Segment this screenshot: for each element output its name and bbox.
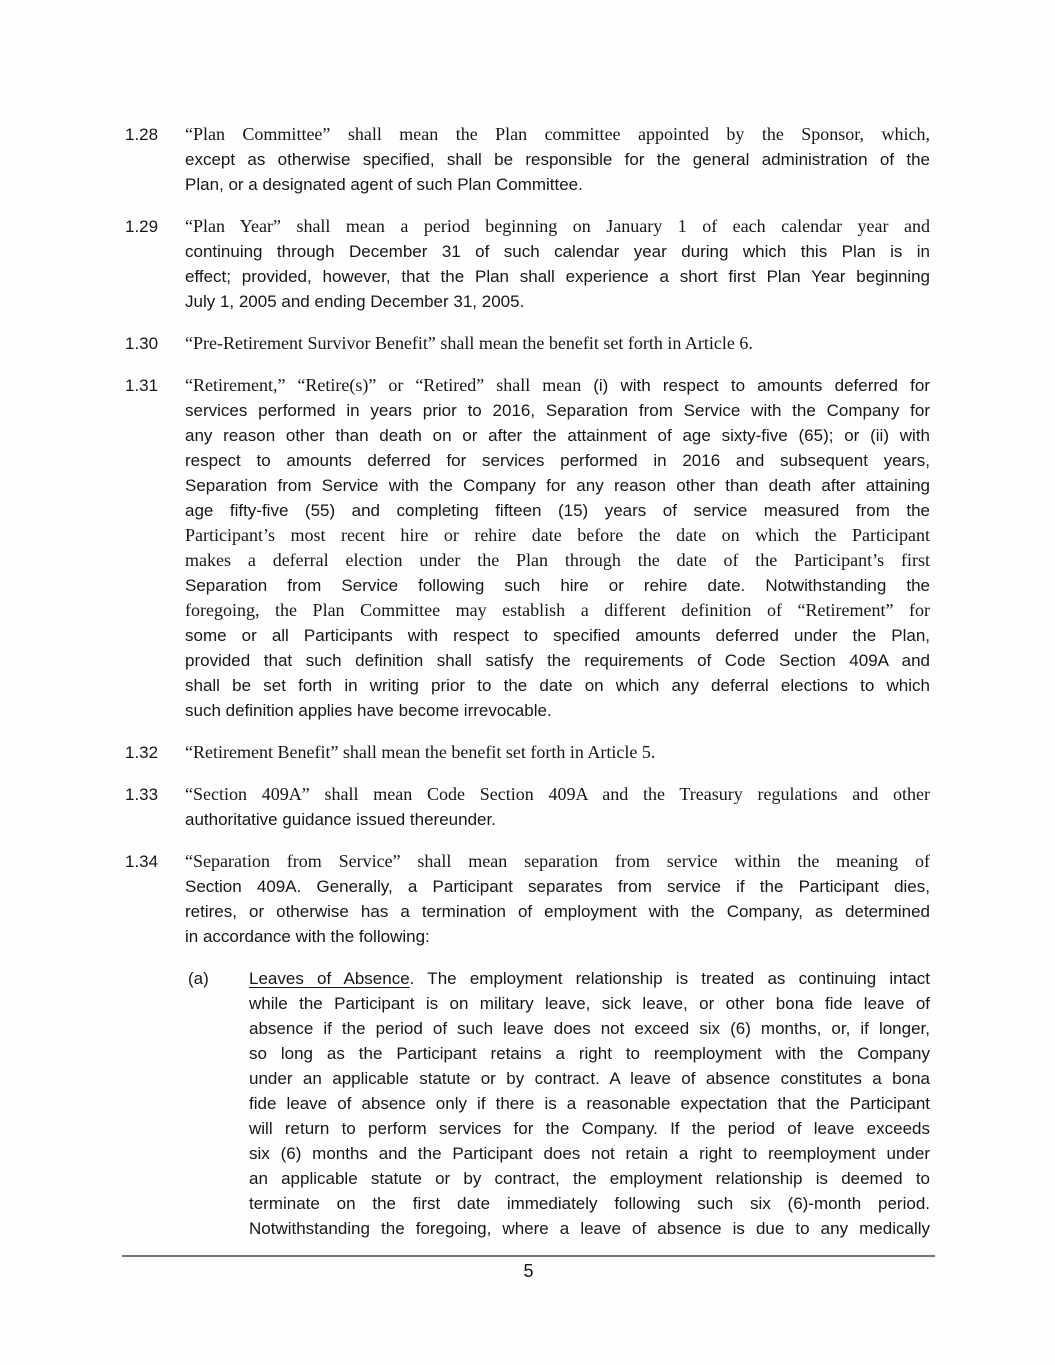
text-line <box>185 172 930 197</box>
section-number: 1.33 <box>125 785 159 804</box>
text-line <box>249 1116 930 1141</box>
text-line <box>185 289 930 314</box>
text-line <box>249 1091 930 1116</box>
text-run: some or all Participants with respect to specified amounts deferred under the Plan, <box>185 626 930 645</box>
text-line <box>249 966 930 991</box>
text-line <box>249 1216 930 1241</box>
text-line <box>185 498 930 523</box>
text-line <box>185 849 930 874</box>
text-run: in accordance with the following: <box>185 927 430 946</box>
text-run: Plan, or a designated agent of such Plan Committee. <box>185 175 583 194</box>
text-line <box>249 1166 930 1191</box>
text-run: provided that such definition shall satisfy the requirements of Code Section 409A and <box>185 651 930 670</box>
text-line <box>185 623 930 648</box>
text-run: Participant’s most recent hire or rehire date before the date on which the Participant <box>185 525 930 545</box>
text-run: any reason other than death on or after the attainment of age sixty-five (65); or (ii) with <box>185 426 930 445</box>
section-number: 1.29 <box>125 217 159 236</box>
section <box>125 122 937 197</box>
page-number: 5 <box>523 1261 534 1281</box>
footer-divider <box>122 1255 935 1257</box>
text-run: retires, or otherwise has a termination of employment with the Company, as determined <box>185 902 930 921</box>
text-run: July 1, 2005 and ending December 31, 2005. <box>185 292 525 311</box>
section-body <box>185 122 930 197</box>
text-run: “Plan Committee” shall mean the Plan committee appointed by the Sponsor, which, <box>185 124 930 144</box>
text-run: Notwithstanding the foregoing, where a leave of absence is due to any medically <box>249 1219 930 1238</box>
section <box>188 966 937 1241</box>
text-line <box>185 523 930 548</box>
section-number: 1.28 <box>125 125 159 144</box>
document-sections <box>125 122 937 1258</box>
text-run: “Section 409A” shall mean Code Section 409A and the Treasury regulations and other <box>185 784 930 804</box>
text-line <box>185 548 930 573</box>
text-run: respect to amounts deferred for services performed in 2016 and subsequent years, <box>185 451 930 470</box>
text-line <box>249 1191 930 1216</box>
text-run: “Retirement,” “Retire(s)” or “Retired” shall mean <box>185 375 594 395</box>
text-run: an applicable statute or by contract, the employment relationship is deemed to <box>249 1169 930 1188</box>
text-run: age fifty-five (55) and completing fifteen (15) years of service measured from the <box>185 501 930 520</box>
text-run: continuing through December 31 of such calendar year during which this Plan is in <box>185 242 930 261</box>
text-line <box>249 1066 930 1091</box>
text-run: “Separation from Service” shall mean separation from service within the meaning of <box>185 851 930 871</box>
text-run: terminate on the first date immediately following such six (6)-month period. <box>249 1194 930 1213</box>
section-number: 1.34 <box>125 852 159 871</box>
text-line <box>185 214 930 239</box>
section-body <box>185 373 930 723</box>
text-line <box>185 331 930 356</box>
text-line <box>185 398 930 423</box>
text-line <box>185 423 930 448</box>
section <box>125 849 937 949</box>
text-run: under an applicable statute or by contract. A leave of absence constitutes a bona <box>249 1069 930 1088</box>
section-body <box>185 331 930 356</box>
text-run: makes a deferral election under the Plan through the date of the Participant’s first <box>185 550 930 570</box>
text-run: while the Participant is on military leave, sick leave, or other bona fide leave of <box>249 994 930 1013</box>
text-run: Separation from Service with the Company for any reason other than death after attaining <box>185 476 930 495</box>
text-line <box>185 782 930 807</box>
text-run: such definition applies have become irrevocable. <box>185 701 552 720</box>
text-line <box>185 740 930 765</box>
section-body <box>185 782 930 832</box>
section-number: 1.30 <box>125 334 159 353</box>
text-line <box>185 673 930 698</box>
text-run: (i) with respect to amounts deferred for <box>593 376 930 395</box>
text-line <box>249 1016 930 1041</box>
section <box>125 740 937 765</box>
text-run: absence if the period of such leave does not exceed six (6) months, or, if longer, <box>249 1019 930 1038</box>
section-number: (a) <box>188 969 209 988</box>
text-line <box>185 264 930 289</box>
text-run: except as otherwise specified, shall be responsible for the general administration of the <box>185 150 930 169</box>
section-body <box>249 966 930 1241</box>
text-run: shall be set forth in writing prior to the date on which any deferral elections to which <box>185 676 930 695</box>
text-line <box>185 147 930 172</box>
text-run: authoritative guidance issued thereunder. <box>185 810 496 829</box>
section <box>125 782 937 832</box>
text-run: will return to perform services for the Company. If the period of leave exceeds <box>249 1119 930 1138</box>
text-line <box>249 991 930 1016</box>
text-run: effect; provided, however, that the Plan shall experience a short first Plan Year beginning <box>185 267 930 286</box>
section <box>125 373 937 723</box>
section <box>125 331 937 356</box>
text-line <box>185 874 930 899</box>
text-line <box>185 924 930 949</box>
text-line <box>185 698 930 723</box>
section-body <box>185 214 930 314</box>
text-run: services performed in years prior to 2016, Separation from Service with the Company for <box>185 401 930 420</box>
text-line <box>185 807 930 832</box>
text-run: “Pre-Retirement Survivor Benefit” shall mean the benefit set forth in Article 6. <box>185 333 753 353</box>
underlined-text-run: Leaves of Absence <box>249 969 410 988</box>
text-run: “Retirement Benefit” shall mean the benefit set forth in Article 5. <box>185 742 656 762</box>
text-line <box>185 648 930 673</box>
text-run: six (6) months and the Participant does not retain a right to reemployment under <box>249 1144 930 1163</box>
text-line <box>185 473 930 498</box>
text-run: Section 409A. Generally, a Participant separates from service if the Participant dies, <box>185 877 930 896</box>
text-line <box>249 1141 930 1166</box>
text-line <box>249 1041 930 1066</box>
text-run: so long as the Participant retains a right to reemployment with the Company <box>249 1044 930 1063</box>
text-line <box>185 598 930 623</box>
text-line <box>185 573 930 598</box>
section-body <box>185 740 930 765</box>
text-run: . The employment relationship is treated as continuing intact <box>409 969 930 988</box>
text-run: fide leave of absence only if there is a reasonable expectation that the Participant <box>249 1094 930 1113</box>
text-run: “Plan Year” shall mean a period beginning on January 1 of each calendar year and <box>185 216 930 236</box>
text-run: Separation from Service following such hire or rehire date. Notwithstanding the <box>185 576 930 595</box>
text-line <box>185 899 930 924</box>
text-line <box>185 122 930 147</box>
section <box>125 214 937 314</box>
text-line <box>185 239 930 264</box>
section-number: 1.31 <box>125 376 159 395</box>
text-run: foregoing, the Plan Committee may establish a different definition of “Retirement” for <box>185 600 930 620</box>
text-line <box>185 448 930 473</box>
text-line <box>185 373 930 398</box>
section-number: 1.32 <box>125 743 159 762</box>
section-body <box>185 849 930 949</box>
